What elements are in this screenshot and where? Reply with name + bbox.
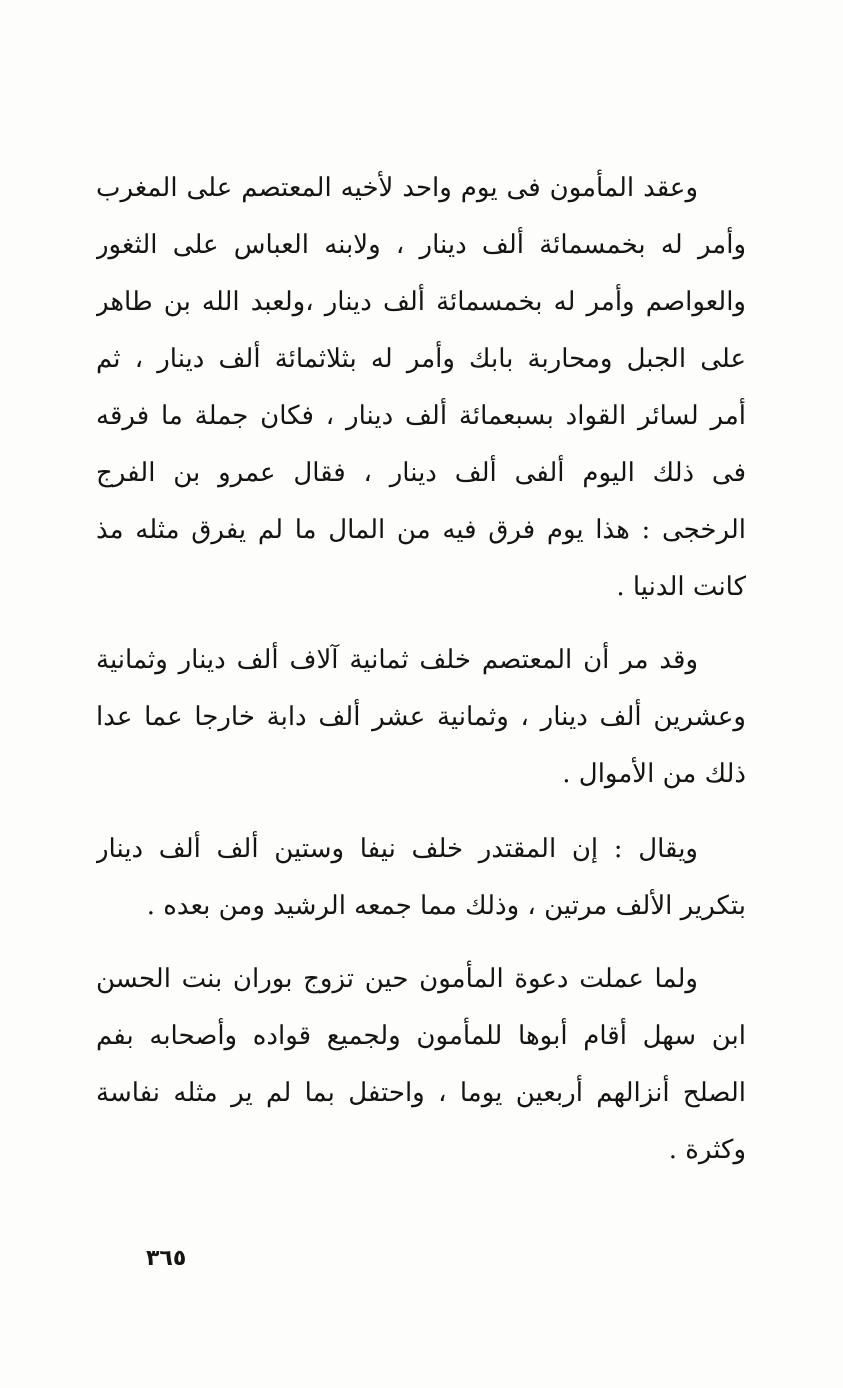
paragraph-spacer bbox=[96, 935, 746, 951]
paragraph-3 bbox=[96, 821, 746, 935]
text-line: ابن سهل أقام أبوها للمأمون ولجميع قواده وأصحابه بفم bbox=[96, 1021, 746, 1051]
paragraph-4 bbox=[96, 951, 746, 1179]
text-line: بتكرير الألف مرتين ، وذلك مما جمعه الرشيد ومن بعده . bbox=[146, 891, 746, 921]
text-line: ويقال : إن المقتدر خلف نيفا وستين ألف ألف دينار bbox=[96, 834, 698, 864]
text-line: ذلك من الأموال . bbox=[562, 759, 746, 789]
paragraph-2 bbox=[96, 632, 746, 803]
text-line: أمر لسائر القواد بسبعمائة ألف دينار ، فكان جملة ما فرقه bbox=[96, 401, 746, 431]
text-line: فى ذلك اليوم ألفى ألف دينار ، فقال عمرو بن الفرج bbox=[96, 458, 746, 488]
text-line: وقد مر أن المعتصم خلف ثمانية آلاف ألف دينار وثمانية bbox=[96, 645, 698, 675]
text-line: الرخجى : هذا يوم فرق فيه من المال ما لم يفرق مثله مذ bbox=[96, 515, 746, 545]
text-line: كانت الدنيا . bbox=[616, 572, 746, 602]
text-line: الصلح أنزالهم أربعين يوما ، واحتفل بما لم ير مثله نفاسة bbox=[96, 1078, 746, 1108]
text-line: وكثرة . bbox=[668, 1135, 746, 1165]
page-number: ٣٦٥ bbox=[146, 1246, 187, 1271]
text-line: ولما عملت دعوة المأمون حين تزوج بوران بنت الحسن bbox=[96, 964, 698, 994]
text-line: وأمر له بخمسمائة ألف دينار ، ولابنه العباس على الثغور bbox=[96, 230, 746, 260]
paragraph-1 bbox=[96, 160, 746, 616]
text-line: على الجبل ومحاربة بابك وأمر له بثلاثمائة ألف دينار ، ثم bbox=[96, 344, 746, 374]
text-line: وعشرين ألف دينار ، وثمانية عشر ألف دابة خارجا عما عدا bbox=[96, 702, 746, 732]
page-body-text bbox=[96, 160, 746, 1179]
paragraph-spacer bbox=[96, 803, 746, 821]
paragraph-spacer bbox=[96, 616, 746, 632]
text-line: والعواصم وأمر له بخمسمائة ألف دينار ،ولعبد الله بن طاهر bbox=[96, 287, 746, 317]
text-line: وعقد المأمون فى يوم واحد لأخيه المعتصم على المغرب bbox=[96, 173, 698, 203]
